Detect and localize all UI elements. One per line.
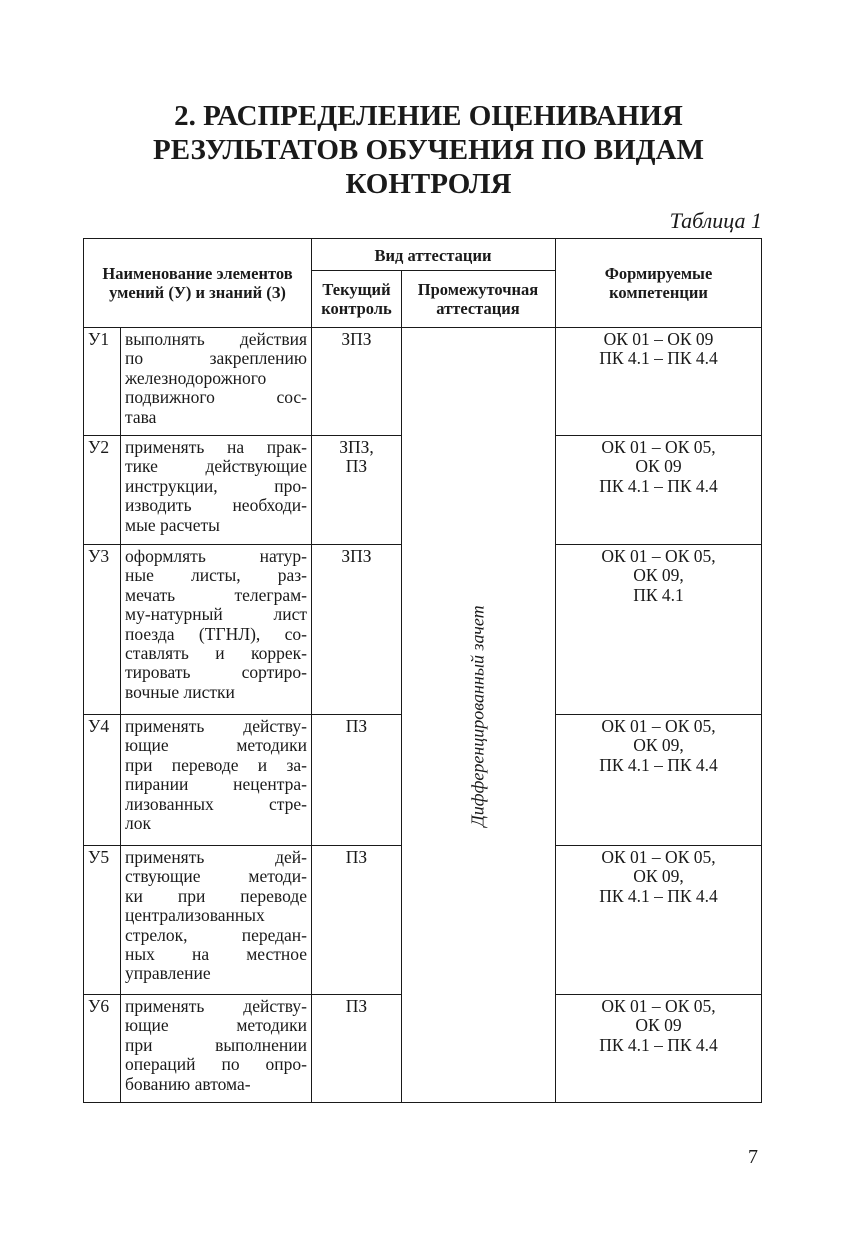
intermediate-attestation-value: Дифференцированный зачет — [467, 605, 488, 827]
table-rule — [311, 238, 312, 1102]
skill-id: У1 — [88, 329, 110, 349]
current-control-value: ЗПЗ — [341, 329, 372, 349]
skill-description: применять на прак- тике действующие инструкции, про- изводить необходи- мые расчеты — [125, 437, 307, 535]
title-line: КОНТРОЛЯ — [345, 168, 512, 200]
competencies-value: ОК 01 – ОК 05, ОК 09, ПК 4.1 – ПК 4.4 — [599, 847, 718, 906]
skill-id: У4 — [88, 716, 110, 736]
skill-id: У5 — [88, 847, 110, 867]
table-rule — [83, 238, 762, 239]
skill-description: применять действу- ющие методики при выполнении операций по опро- бованию автома- — [125, 996, 307, 1094]
competencies-value: ОК 01 – ОК 09 ПК 4.1 – ПК 4.4 — [599, 329, 718, 369]
header-current-control: Текущий контроль — [321, 280, 392, 318]
table-rule — [401, 270, 402, 1102]
skill-id: У2 — [88, 437, 110, 457]
skill-description: выполнять действия по закреплению железнодорожного подвижного сос- тава — [125, 329, 307, 427]
competencies-value: ОК 01 – ОК 05, ОК 09, ПК 4.1 – ПК 4.4 — [599, 716, 718, 775]
current-control-value: ПЗ — [345, 996, 368, 1016]
skill-id: У3 — [88, 546, 110, 566]
current-control-value: ПЗ — [345, 847, 368, 867]
title-line: РЕЗУЛЬТАТОВ ОБУЧЕНИЯ ПО ВИДАМ — [153, 134, 704, 166]
table-rule — [83, 238, 84, 1102]
title-line: 2. РАСПРЕДЕЛЕНИЕ ОЦЕНИВАНИЯ — [174, 100, 683, 132]
competencies-value: ОК 01 – ОК 05, ОК 09 ПК 4.1 – ПК 4.4 — [599, 996, 718, 1055]
section-title — [0, 99, 857, 201]
page-number: 7 — [748, 1146, 758, 1168]
current-control-value: ПЗ — [345, 716, 368, 736]
header-intermediate: Промежуточная аттестация — [417, 280, 539, 318]
table-rule — [83, 1102, 762, 1103]
table-rule — [311, 270, 555, 271]
header-attestation-type: Вид аттестации — [374, 245, 492, 265]
current-control-value: ЗПЗ, ПЗ — [339, 437, 374, 477]
competencies-value: ОК 01 – ОК 05, ОК 09, ПК 4.1 — [601, 546, 716, 605]
header-competencies: Формируемые компетенции — [604, 264, 713, 302]
skill-id: У6 — [88, 996, 110, 1016]
skill-description: применять дей- ствующие методи- ки при переводе централизованных стрелок, передан- ных на местное управление — [125, 847, 307, 984]
table-rule — [761, 238, 762, 1102]
table-caption: Таблица 1 — [669, 208, 762, 233]
skill-description: применять действу- ющие методики при переводе и за- пирании нецентра- лизованных стре- лок — [125, 716, 307, 834]
competencies-value: ОК 01 – ОК 05, ОК 09 ПК 4.1 – ПК 4.4 — [599, 437, 718, 496]
skill-description: оформлять натур- ные листы, раз- мечать телеграм- му-натурный лист поезда (ТГНЛ), со- ставлять и коррек- тировать сортиро- вочные листки — [125, 546, 307, 702]
header-name: Наименование элементов умений (У) и знаний (З) — [102, 264, 293, 302]
current-control-value: ЗПЗ — [341, 546, 372, 566]
